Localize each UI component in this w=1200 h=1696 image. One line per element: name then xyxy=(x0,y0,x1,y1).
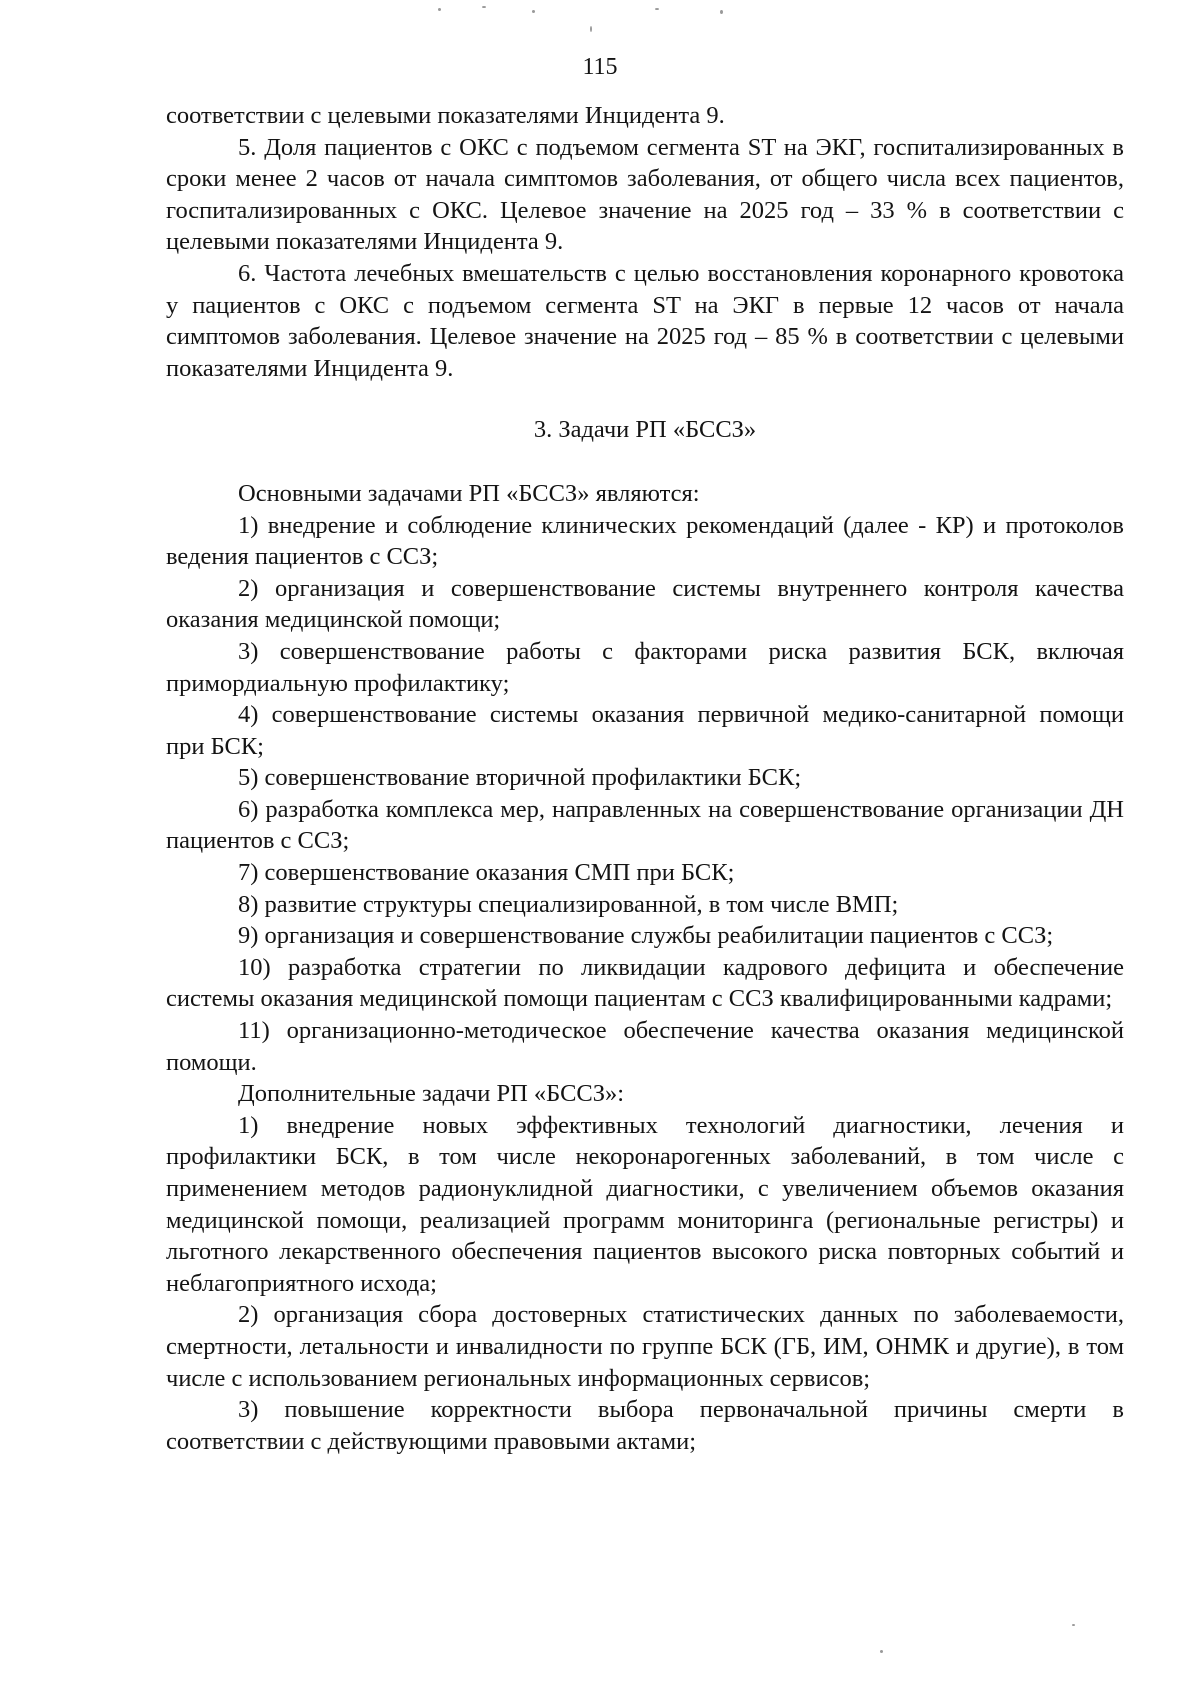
scan-speck xyxy=(438,8,441,11)
additional-task-list-item: 1) внедрение новых эффективных технологий диагностики, лечения и профилактики БСК, в том числе некоронарогенных заболеваний, в том числе с применением методов радионуклидной диагностики, с увеличением объемов оказания медицинской помощи, реализацией программ мониторинга (региональные регистры) и льготного лекарственного обеспечения пациентов высокого риска повторных событий и неблагоприятного исхода; xyxy=(166,1111,1124,1297)
task-list-item: 8) развитие структуры специализированной, в том числе ВМП; xyxy=(238,890,899,918)
scan-speck xyxy=(532,10,535,13)
task-list-item: 3) совершенствование работы с факторами риска развития БСК, включая примордиальную профилактику; xyxy=(166,637,1124,697)
scan-speck xyxy=(590,26,592,32)
scan-speck xyxy=(1072,1624,1075,1626)
task-list-item: 1) внедрение и соблюдение клинических рекомендаций (далее - КР) и протоколов ведения пациентов с ССЗ; xyxy=(166,511,1124,571)
scan-speck xyxy=(655,8,659,10)
section-heading: 3. Задачи РП «БССЗ» xyxy=(533,416,757,444)
additional-task-list-item: 3) повышение корректности выбора первоначальной причины смерти в соответствии с действующими правовыми актами; xyxy=(166,1396,1124,1455)
paragraph: 5. Доля пациентов с ОКС с подъемом сегмента ST на ЭКГ, госпитализированных в сроки менее 2 часов от начала симптомов заболевания, от общего числа всех пациентов, госпитализированных с ОКС. Целевое значение на 2025 год – 33 % в соответствии с целевыми показателями Инцидента 9. xyxy=(166,133,1124,256)
task-list-item: 4) совершенствование системы оказания первичной медико-санитарной помощи при БСК; xyxy=(166,701,1124,760)
additional-tasks-list xyxy=(166,1110,1124,1458)
document-body xyxy=(166,100,1124,1457)
paragraph: соответствии с целевыми показателями Инцидента 9. xyxy=(166,102,725,129)
task-list-item: 7) совершенствование оказания СМП при БСК; xyxy=(238,859,735,887)
task-list-item: 6) разработка комплекса мер, направленных на совершенствование организации ДН пациентов с ССЗ; xyxy=(166,795,1124,855)
additional-task-list-item: 2) организация сбора достоверных статистических данных по заболеваемости, смертности, летальности и инвалидности по группе БСК (ГБ, ИМ, ОНМК и другие), в том числе с использованием региональных информационных сервисов; xyxy=(166,1301,1124,1392)
page-number: 115 xyxy=(582,54,618,80)
paragraph: 6. Частота лечебных вмешательств с целью восстановления коронарного кровотока у пациентов с ОКС с подъемом сегмента ST на ЭКГ в первые 12 часов от начала симптомов заболевания. Целевое значение на 2025 год – 85 % в соответствии с целевыми показателями Инцидента 9. xyxy=(166,259,1124,382)
task-list-item: 11) организационно-методическое обеспечение качества оказания медицинской помощи. xyxy=(166,1017,1124,1076)
main-tasks-intro: Основными задачами РП «БССЗ» являются: xyxy=(238,479,700,507)
task-list-item: 5) совершенствование вторичной профилактики БСК; xyxy=(238,764,802,792)
scan-speck xyxy=(720,10,723,14)
scan-speck xyxy=(880,1650,883,1653)
task-list-item: 10) разработка стратегии по ликвидации кадрового дефицита и обеспечение системы оказания медицинской помощи пациентам с ССЗ квалифицированными кадрами; xyxy=(166,953,1124,1013)
additional-tasks-intro: Дополнительные задачи РП «БССЗ»: xyxy=(238,1080,625,1108)
task-list-item: 2) организация и совершенствование системы внутреннего контроля качества оказания медицинской помощи; xyxy=(166,574,1124,634)
scan-speck xyxy=(482,6,486,8)
preceding-paragraphs xyxy=(166,100,1124,384)
main-tasks-list xyxy=(166,510,1124,1079)
task-list-item: 9) организация и совершенствование службы реабилитации пациентов с ССЗ; xyxy=(238,922,1054,950)
